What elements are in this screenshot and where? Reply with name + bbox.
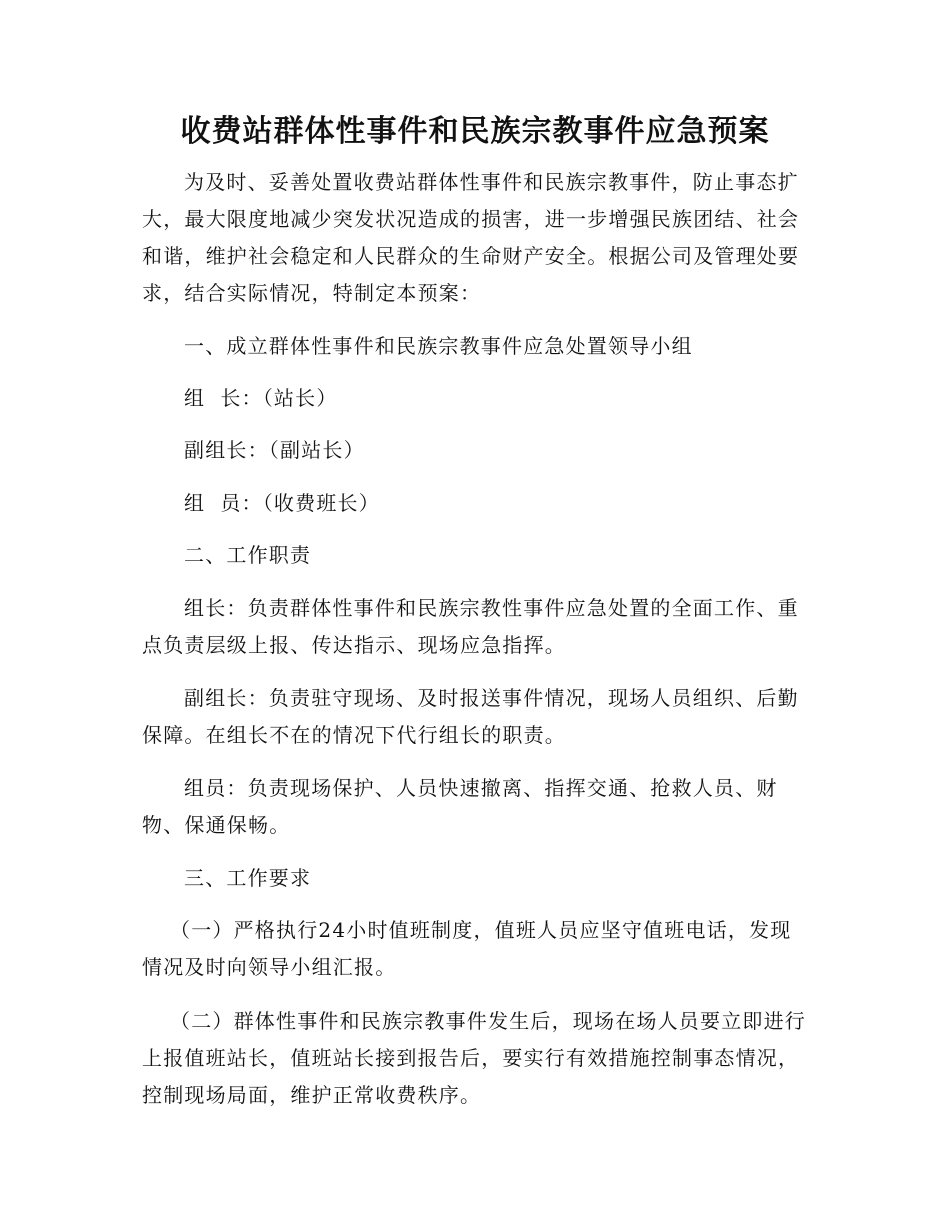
requirement-1: （一）严格执行24小时值班制度，值班人员应坚守值班电话，发现情况及时向领导小组汇报。: [142, 918, 792, 979]
requirement-2: （二）群体性事件和民族宗教事件发生后，现场在场人员要立即进行上报值班站长，值班站长接到报告后，要实行有效措施控制事态情况，控制现场局面，维护正常收费秩序。: [142, 1009, 806, 1107]
section-heading-1: 一、成立群体性事件和民族宗教事件应急处置领导小组: [184, 334, 693, 358]
section-heading-2: 二、工作职责: [184, 543, 312, 567]
paragraph-intro: 为及时、妥善处置收费站群体性事件和民族宗教事件，防止事态扩大，最大限度地减少突发状况造成的损害，进一步增强民族团结、社会和谐，维护社会稳定和人民群众的生命财产安全。根据公司及管理处要求，结合实际情况，特制定本预案：: [142, 170, 800, 305]
role-member: 组 员：（收费班长）: [184, 491, 380, 515]
section-heading-3: 三、工作要求: [184, 866, 312, 890]
duty-member: 组员：负责现场保护、人员快速撤离、指挥交通、抢救人员、财物、保通保畅。: [142, 776, 778, 837]
duty-leader: 组长：负责群体性事件和民族宗教性事件应急处置的全面工作、重点负责层级上报、传达指示、现场应急指挥。: [142, 596, 799, 657]
role-leader: 组 长：（站长）: [184, 386, 338, 410]
role-deputy-leader: 副组长：（副站长）: [184, 438, 365, 462]
document-title: 收费站群体性事件和民族宗教事件应急预案: [180, 114, 770, 149]
duty-deputy-leader: 副组长：负责驻守现场、及时报送事件情况，现场人员组织、后勤保障。在组长不在的情况下代行组长的职责。: [142, 686, 799, 747]
